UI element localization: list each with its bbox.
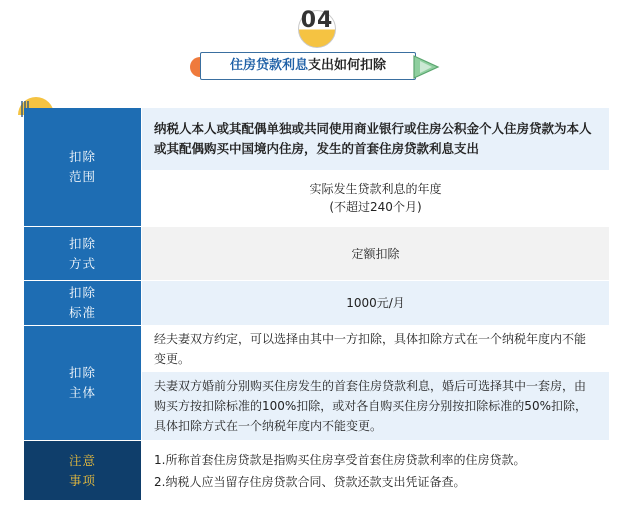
label-notes [24, 441, 141, 500]
label-scope-line1: 扣除 [68, 149, 96, 164]
subject-para1-cell [142, 326, 609, 372]
green-arrow-icon [412, 54, 442, 80]
scope-sub-line2: (不超过240个月) [329, 200, 422, 214]
scope-sub-text [142, 170, 609, 226]
label-notes-line1: 注意 [68, 452, 96, 468]
scope-main-text [142, 108, 609, 170]
label-subject-line1: 扣除 [68, 365, 96, 380]
label-scope [24, 108, 141, 226]
deduction-table [24, 108, 609, 500]
label-subject-line2: 主体 [68, 385, 96, 400]
label-standard-line1: 扣除 [68, 285, 96, 300]
title-rest: 支出如何扣除 [308, 58, 387, 73]
notes-item-2: 2.纳税人应当留存住房贷款合同、贷款还款支出凭证备查。 [154, 474, 466, 489]
standard-value: 1000元/月 [346, 296, 405, 310]
method-value-cell [142, 227, 609, 280]
method-value: 定额扣除 [351, 246, 400, 261]
notes-item-1: 1.所称首套住房贷款是指购买住房享受首套住房贷款利率的住房贷款。 [154, 452, 526, 467]
title-banner [186, 52, 448, 82]
label-standard [24, 281, 141, 325]
subject-para1: 经夫妻双方约定，可以选择由其中一方扣除，具体扣除方式在一个纳税年度内不能变更。 [154, 332, 587, 366]
label-method-line1: 扣除 [68, 235, 96, 251]
scope-main-value: 纳税人本人或其配偶单独或共同使用商业银行或住房公积金个人住房贷款为本人或其配偶购买中国境内住房，发生的首套住房贷款利息支出 [154, 121, 592, 156]
column-divider [141, 108, 142, 500]
standard-value-cell [142, 281, 609, 325]
label-method-line2: 方式 [68, 255, 96, 271]
label-notes-line2: 事项 [68, 472, 96, 488]
label-scope-line2: 范围 [68, 169, 96, 184]
label-method [24, 227, 141, 280]
subject-para2: 夫妻双方婚前分别购买住房发生的首套住房贷款利息，婚后可选择其中一套房，由购买方按扣除标准的100%扣除，或对各自购买住房分别按扣除标准的50%扣除，具体扣除方式在一个纳税年度内不能变更。 [154, 379, 587, 433]
subject-para2-cell [142, 372, 609, 440]
title-highlight: 住房贷款利息 [229, 58, 308, 73]
scope-sub-line1: 实际发生贷款利息的年度 [309, 182, 442, 196]
notes-value-cell [142, 441, 609, 500]
page-title [200, 52, 416, 80]
section-number: 04 [300, 8, 334, 33]
section-number-badge [291, 6, 343, 54]
label-subject [24, 326, 141, 440]
label-standard-line2: 标准 [68, 305, 96, 320]
